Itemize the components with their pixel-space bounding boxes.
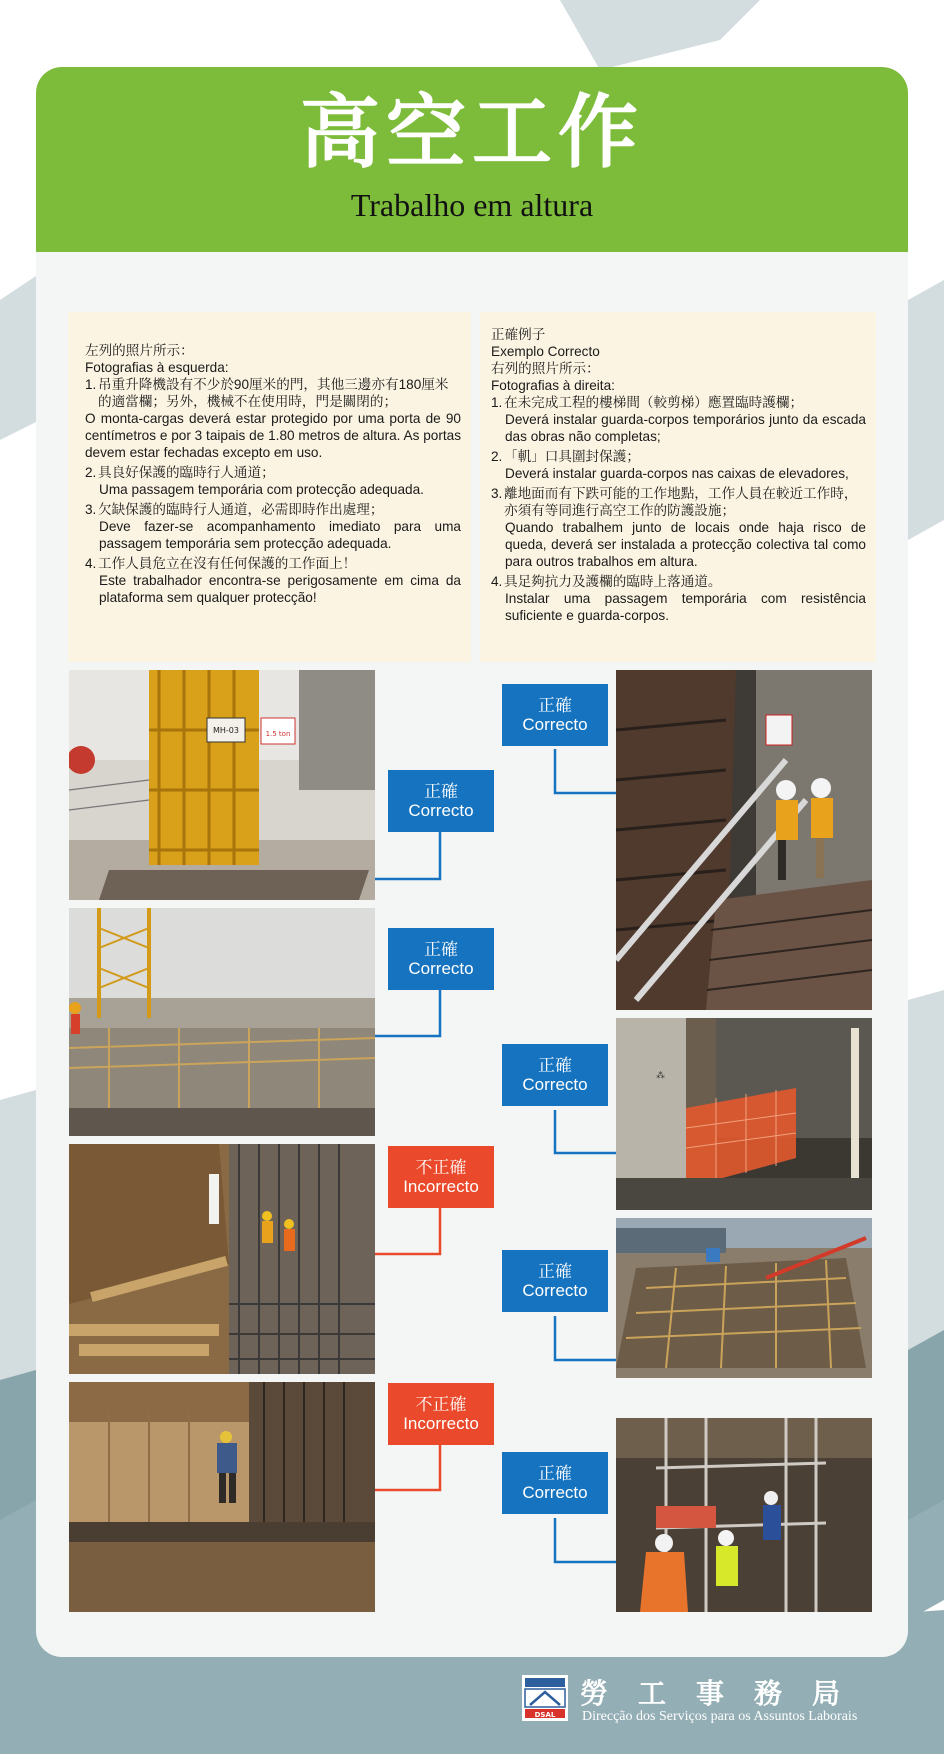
tag-label-zh: 正確 <box>538 696 572 715</box>
tag-correct <box>502 1250 608 1312</box>
organization-name-chinese: 勞工事務局 <box>580 1677 871 1710</box>
tag-label-zh: 不正確 <box>415 1158 467 1177</box>
tag-incorrect <box>388 1383 494 1445</box>
item-number: 2. <box>85 465 97 480</box>
item-number: 4. <box>491 574 503 589</box>
tag-label-zh: 正確 <box>424 940 458 959</box>
item-text-zh: 吊重升降機設有不少於90厘米的門，其他三邊亦有180厘米的適當欄；另外，機械不在使用時，門是關閉的； <box>98 377 449 409</box>
item-number: 3. <box>491 486 503 501</box>
organization-name-portuguese: Direcção dos Serviços para os Assuntos Laborais <box>582 1709 858 1724</box>
tag-label-pt: Correcto <box>522 1483 588 1502</box>
tag-label-zh: 正確 <box>538 1056 572 1075</box>
item-text-pt: Uma passagem temporária com protecção adequada. <box>99 482 424 497</box>
hoist-load-sign: 1.5 ton <box>265 730 291 738</box>
item-text-pt: Deve fazer-se acompanhamento imediato para uma passagem temporária sem protecção adequada. <box>99 519 461 551</box>
item-text-pt: Deverá instalar guarda-corpos nas caixas de elevadores, <box>505 466 849 481</box>
item-text-pt: Instalar uma passagem temporária com resistência suficiente e guarda-corpos. <box>505 591 866 623</box>
item-text-zh: 工作人員危立在沒有任何保護的工作面上！ <box>98 556 357 571</box>
item-text-zh: 在未完成工程的樓梯間（較剪梯）應置臨時護欄； <box>504 395 804 410</box>
item-number: 2. <box>491 449 503 464</box>
item-text-zh: 具良好保護的臨時行人通道； <box>98 465 275 480</box>
tag-label-pt: Correcto <box>522 1075 588 1094</box>
tag-label-pt: Correcto <box>522 1281 588 1300</box>
tag-correct <box>388 928 494 990</box>
tag-label-zh: 正確 <box>538 1262 572 1281</box>
page-title-chinese: 高空工作 <box>300 85 644 179</box>
tag-label-pt: Incorrecto <box>403 1414 479 1433</box>
left-intro-zh: 左列的照片所示： <box>85 343 194 358</box>
item-text-pt: Deverá instalar guarda-corpos temporários junto da escada das obras não completas; <box>505 412 866 444</box>
item-text-zh: 「䡄」口具圍封保護； <box>504 449 640 464</box>
right-intro-zh: 右列的照片所示： <box>491 361 600 376</box>
item-text-pt: O monta-cargas deverá estar protegido por uma porta de 90 centímetros e por 3 taipais de 1.80 metros de altura. As portas devem estar fechadas excepto em uso. <box>85 411 461 460</box>
tag-label-pt: Correcto <box>408 801 474 820</box>
tag-label-pt: Correcto <box>522 715 588 734</box>
tag-correct <box>502 684 608 746</box>
tag-label-pt: Correcto <box>408 959 474 978</box>
tag-correct <box>388 770 494 832</box>
item-text-pt: Este trabalhador encontra-se perigosamente em cima da plataforma sem qualquer protecção! <box>99 573 461 605</box>
tag-label-zh: 正確 <box>424 782 458 801</box>
logo-text: DSAL <box>534 1711 556 1719</box>
tag-label-zh: 不正確 <box>415 1395 467 1414</box>
item-text-pt: Quando trabalhem junto de locais onde haja risco de queda, deverá ser instalada a protecção colectiva tal como para outros trabalhos em altura. <box>505 520 866 569</box>
item-text-zh: 欠缺保護的臨時行人通道，必需即時作出處理； <box>98 502 384 517</box>
dsal-logo <box>522 1675 568 1721</box>
hoist-code-sign: MH-03 <box>213 726 239 735</box>
left-intro-pt: Fotografias à esquerda: <box>85 360 229 375</box>
item-number: 4. <box>85 556 97 571</box>
tag-label-pt: Incorrecto <box>403 1177 479 1196</box>
tag-correct <box>502 1452 608 1514</box>
item-text-zh: 具足夠抗力及護欄的臨時上落通道。 <box>504 574 722 589</box>
item-number: 1. <box>491 395 503 410</box>
tag-correct <box>502 1044 608 1106</box>
item-text-zh: 離地面而有下跌可能的工作地點，工作人員在較近工作時，亦須有等同進行高空工作的防護設施； <box>504 486 858 518</box>
item-number: 1. <box>85 377 97 392</box>
right-heading-pt: Exemplo Correcto <box>491 344 600 359</box>
wall-scribble: ⁂ <box>656 1071 665 1081</box>
tag-label-zh: 正確 <box>538 1464 572 1483</box>
right-intro-pt: Fotografias à direita: <box>491 378 615 393</box>
right-heading-zh: 正確例子 <box>491 327 546 342</box>
page-title-portuguese: Trabalho em altura <box>350 187 594 223</box>
item-number: 3. <box>85 502 97 517</box>
tag-incorrect <box>388 1146 494 1208</box>
